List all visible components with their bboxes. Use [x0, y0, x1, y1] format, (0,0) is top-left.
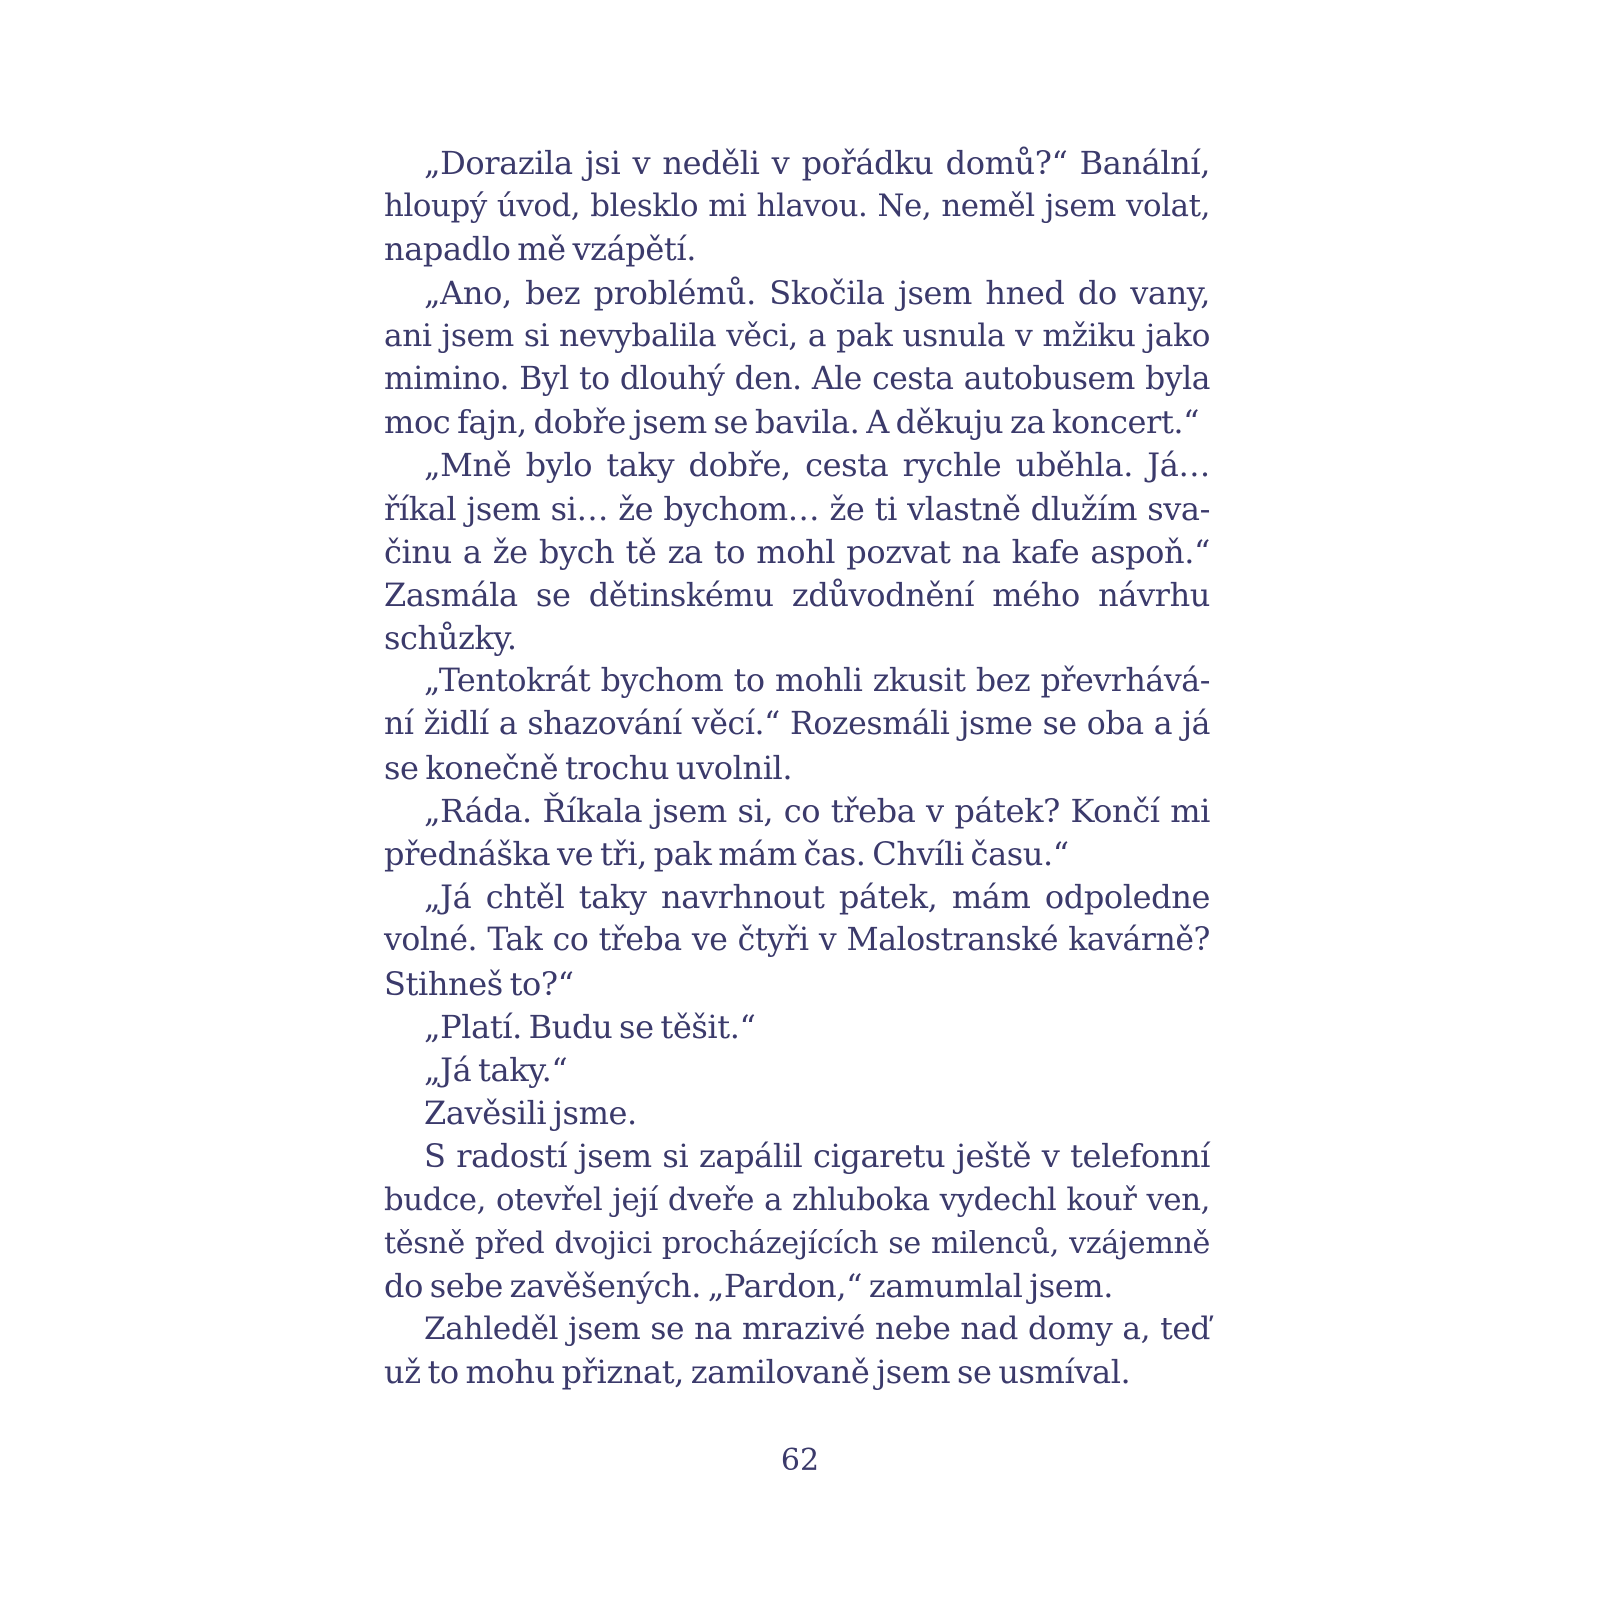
text-line: mimino. Byl to dlouhý den. Ale cesta autobusem byla [384, 360, 1210, 397]
text-line: Zavěsili jsme. [424, 1094, 637, 1133]
text-line: S radostí jsem si zapálil cigaretu ještě v telefonní [424, 1137, 1210, 1176]
text-line: se konečně trochu uvolnil. [384, 748, 793, 787]
text-line: „Mně bylo taky dobře, cesta rychle uběhla. Já… [424, 446, 1210, 485]
text-line: říkal jsem si… že bychom… že ti vlastně dlužím sva- [384, 489, 1210, 528]
text-line: Zahleděl jsem se na mrazivé nebe nad domy a, teď [424, 1311, 1210, 1348]
text-line: schůzky. [384, 619, 517, 658]
text-line: činu a že bych tě za to mohl pozvat na kafe aspoň.“ [384, 532, 1210, 571]
text-line: „Já taky.“ [424, 1050, 568, 1089]
text-line: ani jsem si nevybalila věci, a pak usnula v mžiku jako [384, 317, 1210, 354]
text-line: „Platí. Budu se těšit.“ [424, 1007, 756, 1046]
text-line: přednáška ve tři, pak mám čas. Chvíli času.“ [384, 835, 1069, 873]
text-line: Zasmála se dětinskému zdůvodnění mého návrhu [384, 575, 1210, 614]
text-line: moc fajn, dobře jsem se bavila. A děkuju za koncert.“ [384, 403, 1200, 442]
page-number: 62 [780, 1443, 820, 1478]
text-line: „Ano, bez problémů. Skočila jsem hned do vany, [424, 273, 1210, 312]
text-line: už to mohu přiznat, zamilovaně jsem se usmíval. [384, 1353, 1131, 1392]
body-text [384, 142, 1210, 1394]
text-line: „Ráda. Říkala jsem si, co třeba v pátek? Končí mi [424, 791, 1210, 830]
text-line: „Dorazila jsi v neděli v pořádku domů?“ Banální, [424, 144, 1210, 182]
text-line: do sebe zavěšených. „Pardon,“ zamumlal jsem. [384, 1266, 1114, 1305]
text-line: Stihneš to?“ [384, 964, 574, 1003]
text-line: těsně před dvojici procházejících se milenců, vzájemně [384, 1225, 1210, 1261]
text-line: ní židlí a shazování věcí.“ Rozesmáli jsme se oba a já [384, 706, 1210, 743]
text-line: „Tentokrát bychom to mohli zkusit bez převrhává- [424, 663, 1210, 700]
text-line: napadlo mě vzápětí. [384, 230, 696, 269]
text-line: budce, otevřel její dveře a zhluboka vydechl kouř ven, [384, 1181, 1210, 1218]
text-line: „Já chtěl taky navrhnout pátek, mám odpoledne [424, 878, 1210, 917]
text-line: volné. Tak co třeba ve čtyři v Malostranské kavárně? [384, 922, 1210, 959]
text-line: hloupý úvod, blesklo mi hlavou. Ne, neměl jsem volat, [384, 188, 1210, 225]
